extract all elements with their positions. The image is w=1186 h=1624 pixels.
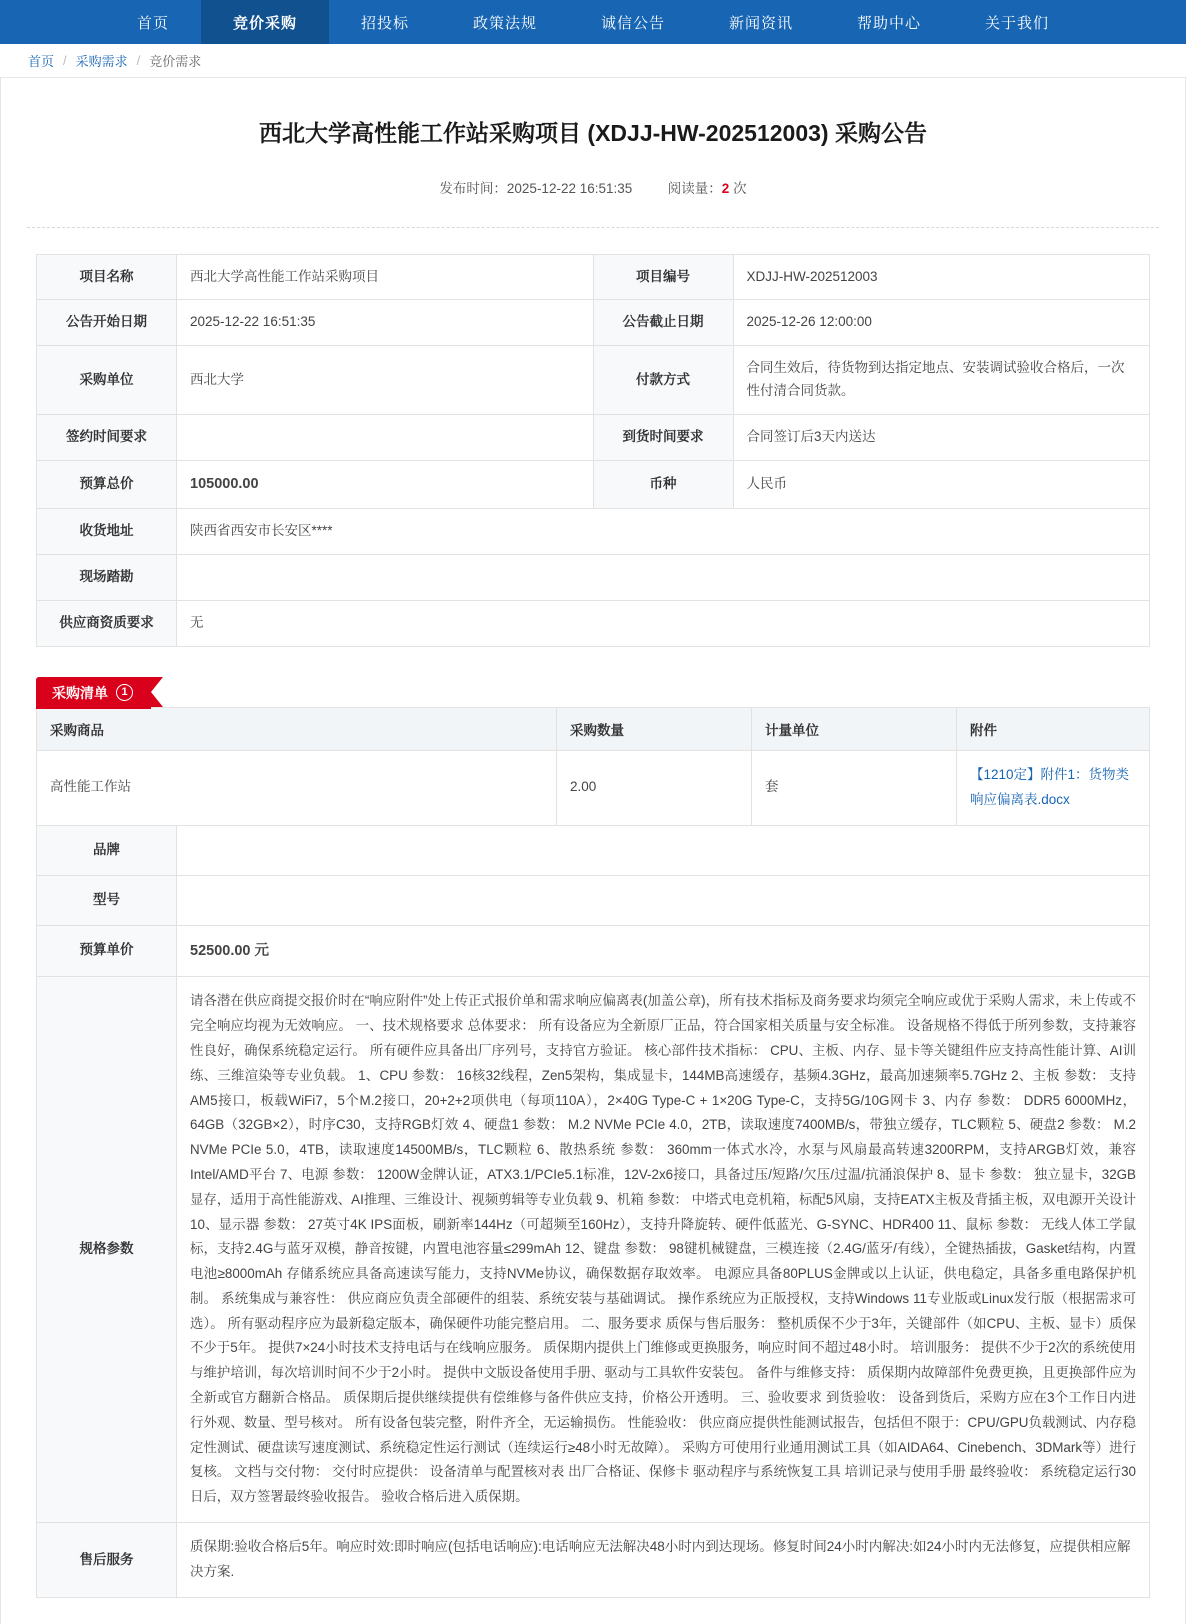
attachment-link[interactable]: 【1210定】附件1：货物类响应偏离表.docx xyxy=(970,766,1130,807)
value-total-budget: 105000.00 xyxy=(177,461,594,509)
value-delivery-time: 合同签订后3天内送达 xyxy=(733,415,1150,461)
publish-time-label: 发布时间： xyxy=(439,180,507,196)
page-title: 西北大学高性能工作站采购项目 (XDJJ-HW-202512003) 采购公告 xyxy=(259,120,927,146)
publish-meta xyxy=(71,177,1115,197)
breadcrumb-home[interactable]: 首页 xyxy=(28,54,55,69)
value-currency: 人民币 xyxy=(733,461,1150,509)
table-row xyxy=(37,875,1150,925)
header-attachment: 附件 xyxy=(957,707,1150,750)
value-specifications: 请各潜在供应商提交报价时在“响应附件”处上传正式报价单和需求响应偏离表(加盖公章)，所有技术指标及商务要求均须完全响应或优于采购人需求，未上传或不完全响应均视为无效响应。 一、技术规格要求 总体要求： 所有设备应为全新原厂正品，符合国家相关质量与安全标准。 设备规格不得低于所列参数，支持兼容性良好，确保系统稳定运行。 所有硬件应具备出厂序列号，支持官方验证。 核心部件技术指标： CPU、主板、内存、显卡等关键组件应支持高性能计算、AI训练、三维渲染等专业负载。 1、CPU 参数： 16核32线程，Zen5架构，集成显卡，144MB高速缓存，基频4.3GHz，最高加速频率5.7GHz 2、主板 参数： 支持AM5接口，板载WiFi7，5个M.2接口，20+2+2项供电（每项110A），2×40G Type-C + 1×20G Type-C，支持5G/10G网卡 3、内存 参数： DDR5 6000MHz，64GB（32GB×2），时序C30，支持RGB灯效 4、硬盘1 参数： M.2 NVMe PCIe 4.0，2TB，读取速度7400MB/s，带独立缓存，TLC颗粒 5、硬盘2 参数： M.2 NVMe PCIe 5.0，4TB，读取速度14500MB/s，TLC颗粒 6、散热系统 参数： 360mm一体式水冷，水泵与风扇最高转速3200RPM，支持ARGB灯效，兼容Intel/AMD平台 7、电源 参数： 1200W金牌认证，ATX3.1/PCIe5.1标准，12V-2x6接口，具备过压/短路/欠压/过温/抗涌浪保护 8、显卡 参数： 独立显卡，32GB显存，适用于高性能游戏、AI推理、三维设计、视频剪辑等专业负载 9、机箱 参数： 中塔式电竞机箱，标配5风扇，支持EATX主板及背插主板，双电源开关设计 10、显示器 参数： 27英寸4K IPS面板，刷新率144Hz（可超频至160Hz），支持升降旋转、硬件低蓝光、G-SYNC、HDR400 11、鼠标 参数： 无线人体工学鼠标，支持2.4G与蓝牙双模，静音按键，内置电池容量≤299mAh 12、键盘 参数： 98键机械键盘，三模连接（2.4G/蓝牙/有线），全键热插拔，Gasket结构，内置电池≥8000mAh 存储系统应具备高速读写能力，支持NVMe协议，确保数据存取效率。 电源应具备80PLUS金牌或以上认证，供电稳定，具备多重电路保护机制。 系统集成与兼容性： 供应商应负责全部硬件的组装、系统安装与基础调试。 操作系统应为正版授权，支持Windows 11专业版或Linux发行版（根据需求可选）。 所有驱动程序应为最新稳定版本，确保硬件功能完整启用。 二、服务要求 质保与售后服务： 整机质保不少于3年，关键部件（如CPU、主板、显卡）质保不少于5年。 提供7×24小时技术支持电话与在线响应服务。 质保期内提供上门维修或更换服务，响应时间不超过48小时。 培训服务： 提供不少于2次的系统使用与维护培训，每次培训时间不少于2小时。 提供中文版设备使用手册、驱动与工具软件安装包。 备件与维修支持： 质保期内故障部件免费更换，且更换部件应为全新或官方翻新合格品。 质保期后提供继续提供有偿维修与备件供应支持，价格公开透明。 三、验收要求 到货验收： 设备到货后，采购方应在3个工作日内进行外观、数量、型号核对。 所有设备包装完整，附件齐全，无运输损伤。 性能验收： 供应商应提供性能测试报告，包括但不限于：CPU/GPU负载测试、内存稳定性测试、硬盘读写速度测试、系统稳定性运行测试（连续运行≥48小时无故障）。 采购方可使用行业通用测试工具（如AIDA64、Cinebench、3DMark等）进行复核。 文档与交付物： 交付时应提供： 设备清单与配置核对表 出厂合格证、保修卡 驱动程序与系统恢复工具 培训记录与使用手册 最终验收： 系统稳定运行30日后，双方签署最终验收报告。 验收合格后进入质保期。 xyxy=(177,977,1150,1523)
table-row xyxy=(37,600,1150,646)
top-navigation-bar xyxy=(0,0,1186,44)
nav-items-container xyxy=(0,0,1186,44)
label-model: 型号 xyxy=(37,875,177,925)
value-site-visit xyxy=(177,554,1150,600)
value-sign-time xyxy=(177,415,594,461)
value-project-code: XDJJ-HW-202512003 xyxy=(733,254,1150,300)
title-block xyxy=(1,78,1185,197)
value-project-name: 西北大学高性能工作站采购项目 xyxy=(177,254,594,300)
label-start-date: 公告开始日期 xyxy=(37,300,177,346)
publish-time-value: 2025-12-22 16:51:35 xyxy=(506,180,633,196)
section-tag xyxy=(36,677,151,709)
header-product: 采购商品 xyxy=(37,707,557,750)
table-row xyxy=(37,508,1150,554)
table-row xyxy=(37,925,1150,977)
table-row xyxy=(37,300,1150,346)
label-currency: 币种 xyxy=(593,461,733,509)
label-project-name: 项目名称 xyxy=(37,254,177,300)
breadcrumb-separator-2: / xyxy=(136,53,141,68)
table-row xyxy=(37,750,1150,825)
value-after-sales: 质保期:验收合格后5年。响应时效:即时响应(包括电话响应):电话响应无法解决48小时内到达现场。修复时间24小时内解决:如24小时内无法修复，应提供相应解决方案. xyxy=(177,1523,1150,1598)
value-start-date: 2025-12-22 16:51:35 xyxy=(177,300,594,346)
breadcrumb-separator-1: / xyxy=(63,53,67,68)
views-count: 2 xyxy=(721,180,730,196)
table-row xyxy=(37,554,1150,600)
table-header-row xyxy=(37,707,1150,750)
label-delivery-address: 收货地址 xyxy=(37,508,177,554)
project-info-table xyxy=(36,254,1150,647)
value-payment-method: 合同生效后，待货物到达指定地点、安装调试验收合格后，一次性付清合同货款。 xyxy=(733,346,1150,415)
purchase-list-table xyxy=(36,707,1150,1598)
header-quantity: 采购数量 xyxy=(557,707,752,750)
label-payment-method: 付款方式 xyxy=(593,346,733,415)
label-supplier-qualification: 供应商资质要求 xyxy=(37,600,177,646)
header-unit: 计量单位 xyxy=(752,707,957,750)
table-row xyxy=(37,461,1150,509)
nav-item-news[interactable]: 新闻资讯 xyxy=(729,14,794,32)
value-purchase-unit: 西北大学 xyxy=(177,346,594,415)
section-tag-label: 采购清单 xyxy=(52,684,108,701)
views-unit: 次 xyxy=(733,180,747,196)
label-sign-time: 签约时间要求 xyxy=(37,415,177,461)
table-row xyxy=(37,346,1150,415)
nav-item-policy[interactable]: 政策法规 xyxy=(472,14,537,32)
label-purchase-unit: 采购单位 xyxy=(37,346,177,415)
label-after-sales: 售后服务 xyxy=(37,1523,177,1598)
label-brand: 品牌 xyxy=(37,825,177,875)
value-delivery-address: 陕西省西安市长安区**** xyxy=(177,508,1150,554)
announcement-page xyxy=(0,78,1186,1624)
breadcrumb-current: 竞价需求 xyxy=(149,54,202,69)
cell-attachment xyxy=(957,750,1150,825)
value-brand xyxy=(177,825,1150,875)
nav-item-home[interactable]: 首页 xyxy=(136,14,169,32)
label-site-visit: 现场踏勘 xyxy=(37,554,177,600)
label-end-date: 公告截止日期 xyxy=(593,300,733,346)
nav-item-integrity-notice[interactable]: 诚信公告 xyxy=(601,14,666,32)
breadcrumb xyxy=(0,44,1186,78)
table-row xyxy=(37,254,1150,300)
label-specifications: 规格参数 xyxy=(37,977,177,1523)
value-supplier-qualification: 无 xyxy=(177,600,1150,646)
views-label: 阅读量： xyxy=(667,180,722,196)
value-unit-price: 52500.00 元 xyxy=(177,925,1150,977)
label-delivery-time: 到货时间要求 xyxy=(593,415,733,461)
cell-unit: 套 xyxy=(752,750,957,825)
label-total-budget: 预算总价 xyxy=(37,461,177,509)
table-row xyxy=(37,825,1150,875)
label-project-code: 项目编号 xyxy=(593,254,733,300)
dashed-divider xyxy=(27,227,1159,228)
value-end-date: 2025-12-26 12:00:00 xyxy=(733,300,1150,346)
cell-product-name: 高性能工作站 xyxy=(37,750,557,825)
value-model xyxy=(177,875,1150,925)
nav-item-about-us[interactable]: 关于我们 xyxy=(985,14,1050,32)
table-row xyxy=(37,1523,1150,1598)
nav-item-tender[interactable]: 招投标 xyxy=(360,14,409,32)
purchase-list-section-header xyxy=(36,677,1150,707)
label-unit-price: 预算单价 xyxy=(37,925,177,977)
breadcrumb-purchase-demand[interactable]: 采购需求 xyxy=(75,54,128,69)
table-row xyxy=(37,415,1150,461)
cell-quantity: 2.00 xyxy=(557,750,752,825)
nav-item-bidding-purchase[interactable]: 竞价采购 xyxy=(201,0,329,44)
nav-item-help-center[interactable]: 帮助中心 xyxy=(857,14,922,32)
table-row xyxy=(37,977,1150,1523)
section-count-badge: 1 xyxy=(116,684,133,701)
